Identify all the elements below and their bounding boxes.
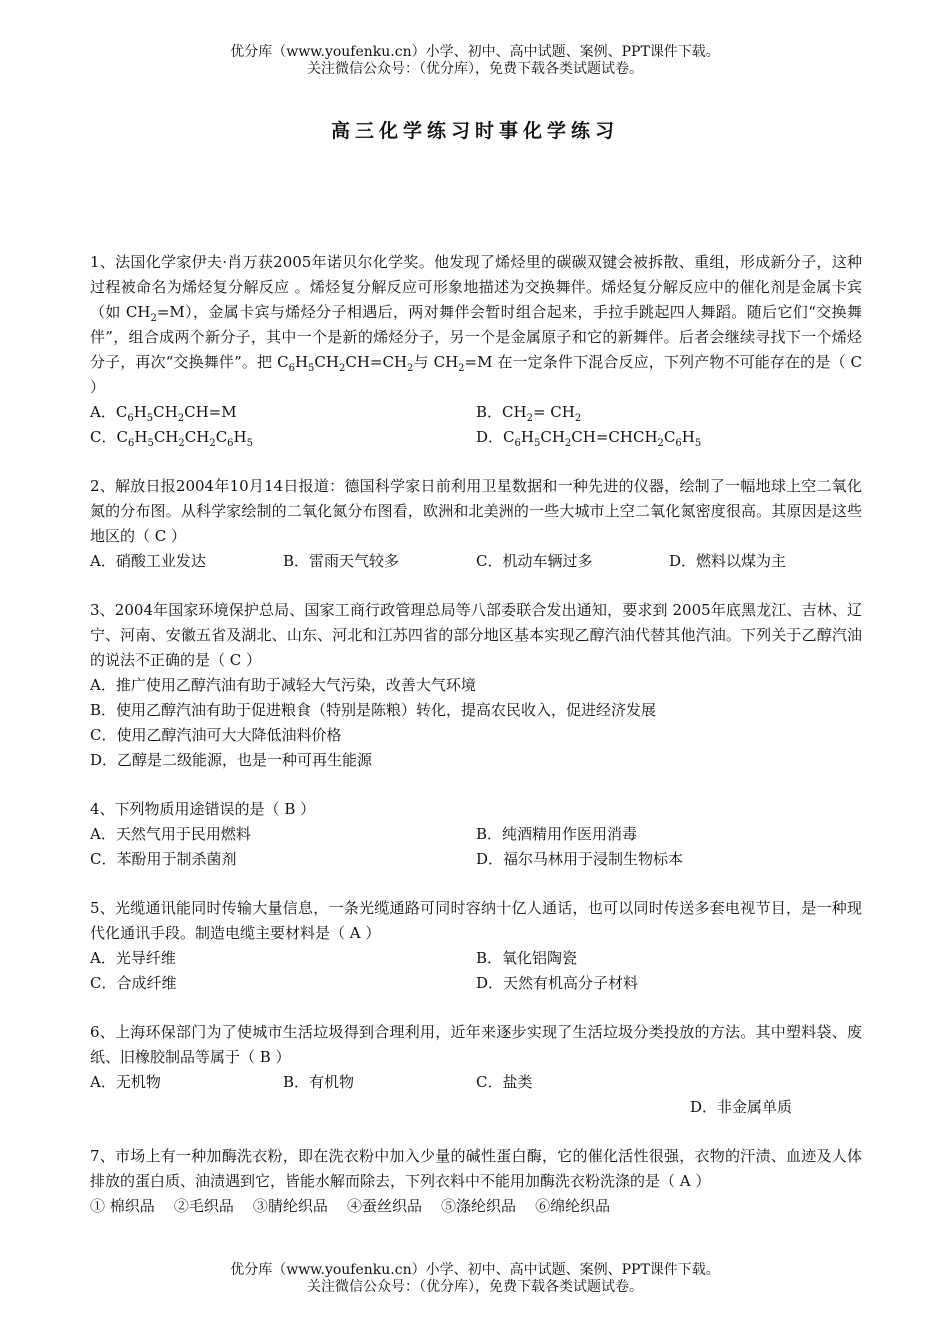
question-7-options: ① 棉织品 ②毛织品 ③腈纶织品 ④蚕丝织品 ⑤涤纶织品 ⑥绵纶织品 — [90, 1197, 611, 1215]
option-a: A．天然气用于民用燃料 — [90, 825, 251, 843]
question-2-stem: 2、解放日报2004年10月14日报道：德国科学家日前利用卫星数据和一种先进的仪器，绘制了一幅地球上空二氧化氮的分布图。从科学家绘制的二氧化氮分布图看，欧洲和北美洲的一些大城市上空二氧化氮密度很高。其原因是这些地区的（ C ） — [90, 477, 862, 545]
option-a: A．无机物 — [90, 1073, 161, 1091]
footer-line-1: 优分库（www.youfenku.cn）小学、初中、高中试题、案例、PPT课件下载。 — [230, 1262, 720, 1278]
question-6 — [90, 1020, 862, 1120]
option-b: B．有机物 — [283, 1073, 355, 1091]
question-6-stem: 6、上海环保部门为了使城市生活垃圾得到合理利用，近年来逐步实现了生活垃圾分类投放的方法。其中塑料袋、废纸、旧橡胶制品等属于（ B ） — [90, 1023, 862, 1066]
question-4-options — [90, 822, 862, 872]
option-c: C．机动车辆过多 — [476, 552, 593, 570]
page-header — [0, 44, 950, 78]
question-3 — [90, 598, 862, 773]
header-line-1: 优分库（www.youfenku.cn）小学、初中、高中试题、案例、PPT课件下载。 — [230, 44, 720, 60]
question-6-options — [90, 1070, 862, 1120]
question-7-stem: 7、市场上有一种加酶洗衣粉，即在洗衣粉中加入少量的碱性蛋白酶，它的催化活性很强，衣物的汗渍、血迹及人体排放的蛋白质、油渍遇到它，皆能水解而除去，下列衣料中不能用加酶洗衣粉洗涤的是（ A ） — [90, 1147, 862, 1190]
question-5 — [90, 896, 862, 996]
option-a: A．推广使用乙醇汽油有助于减轻大气污染，改善大气环境 — [90, 676, 476, 694]
question-4-stem: 4、下列物质用途错误的是（ B ） — [90, 800, 316, 818]
option-c: C．盐类 — [476, 1073, 533, 1091]
option-b: B．纯酒精用作医用消毒 — [476, 825, 638, 843]
question-5-options — [90, 946, 862, 996]
question-list — [90, 250, 862, 1243]
option-b: B．$CH_2= CH_2$ — [476, 403, 582, 424]
question-5-stem: 5、光缆通讯能同时传输大量信息，一条光缆通路可同时容纳十亿人通话，也可以同时传送多套电视节目，是一种现代化通讯手段。制造电缆主要材料是（ A ） — [90, 899, 862, 942]
option-c: C．使用乙醇汽油可大大降低油料价格 — [90, 726, 342, 744]
page-footer — [0, 1262, 950, 1296]
question-7 — [90, 1144, 862, 1219]
option-b: B．雷雨天气较多 — [283, 552, 400, 570]
option-d: D．乙醇是二级能源，也是一种可再生能源 — [90, 751, 373, 769]
footer-line-2: 关注微信公众号：（优分库），免费下载各类试题试卷。 — [307, 1279, 643, 1295]
option-d: D．$C_6H_5CH_2CH=CHCH_2C_6H_5$ — [476, 428, 702, 449]
document-title: 高三化学练习时事化学练习 — [330, 120, 619, 142]
option-c: C．$C_6H_5CH_2CH_2C_6H_5$ — [90, 428, 254, 449]
question-2 — [90, 474, 862, 574]
question-1-options — [90, 400, 862, 450]
option-d: D．天然有机高分子材料 — [476, 974, 639, 992]
option-b: B．使用乙醇汽油有助于促进粮食（特别是陈粮）转化，提高农民收入，促进经济发展 — [90, 701, 657, 719]
question-2-options — [90, 549, 862, 574]
option-c: C．苯酚用于制杀菌剂 — [90, 850, 237, 868]
option-d: D．福尔马林用于浸制生物标本 — [476, 850, 684, 868]
option-a: A．光导纤维 — [90, 949, 176, 967]
option-d: D．燃料以煤为主 — [669, 552, 787, 570]
option-c: C．合成纤维 — [90, 974, 177, 992]
option-a: A．硝酸工业发达 — [90, 552, 206, 570]
question-4 — [90, 797, 862, 872]
question-3-stem: 3、2004年国家环境保护总局、国家工商行政管理总局等八部委联合发出通知，要求到 2005年底黑龙江、吉林、辽宁、河南、安徽五省及湖北、山东、河北和江苏四省的部分地区基本实现乙醇汽油代替其他汽油。下列关于乙醇汽油的说法不正确的是（ C ） — [90, 601, 862, 669]
option-d: D．非金属单质 — [690, 1098, 793, 1116]
header-line-2: 关注微信公众号：（优分库），免费下载各类试题试卷。 — [307, 61, 643, 77]
option-b: B．氧化铝陶瓷 — [476, 949, 578, 967]
option-a: A．$C_6H_5CH_2CH=M$ — [90, 403, 237, 424]
question-1 — [90, 250, 862, 450]
question-1-stem: 1、法国化学家伊夫·肖万获2005年诺贝尔化学奖。他发现了烯烃里的碳碳双键会被拆散、重组，形成新分子，这种过程被命名为烯烃复分解反应 。烯烃复分解反应可形象地描述为交换舞伴。烯烃复分解反应中的催化剂是金属卡宾（如 $CH_2=M$），金属卡宾与烯烃分子相遇后，两对舞伴会暂时组合起来，手拉手跳起四人舞蹈。随后它们“交换舞伴”，组合成两个新分子，其中一个是新的烯烃分子，另一个是金属原子和它的新舞伴。后者会继续寻找下一个烯烃分子，再次“交换舞伴”。把 $C_6H_5CH_2CH=CH_2$与 $CH_2=M$ 在一定条件下混合反应，下列产物不可能存在的是（ C ） — [90, 253, 862, 396]
